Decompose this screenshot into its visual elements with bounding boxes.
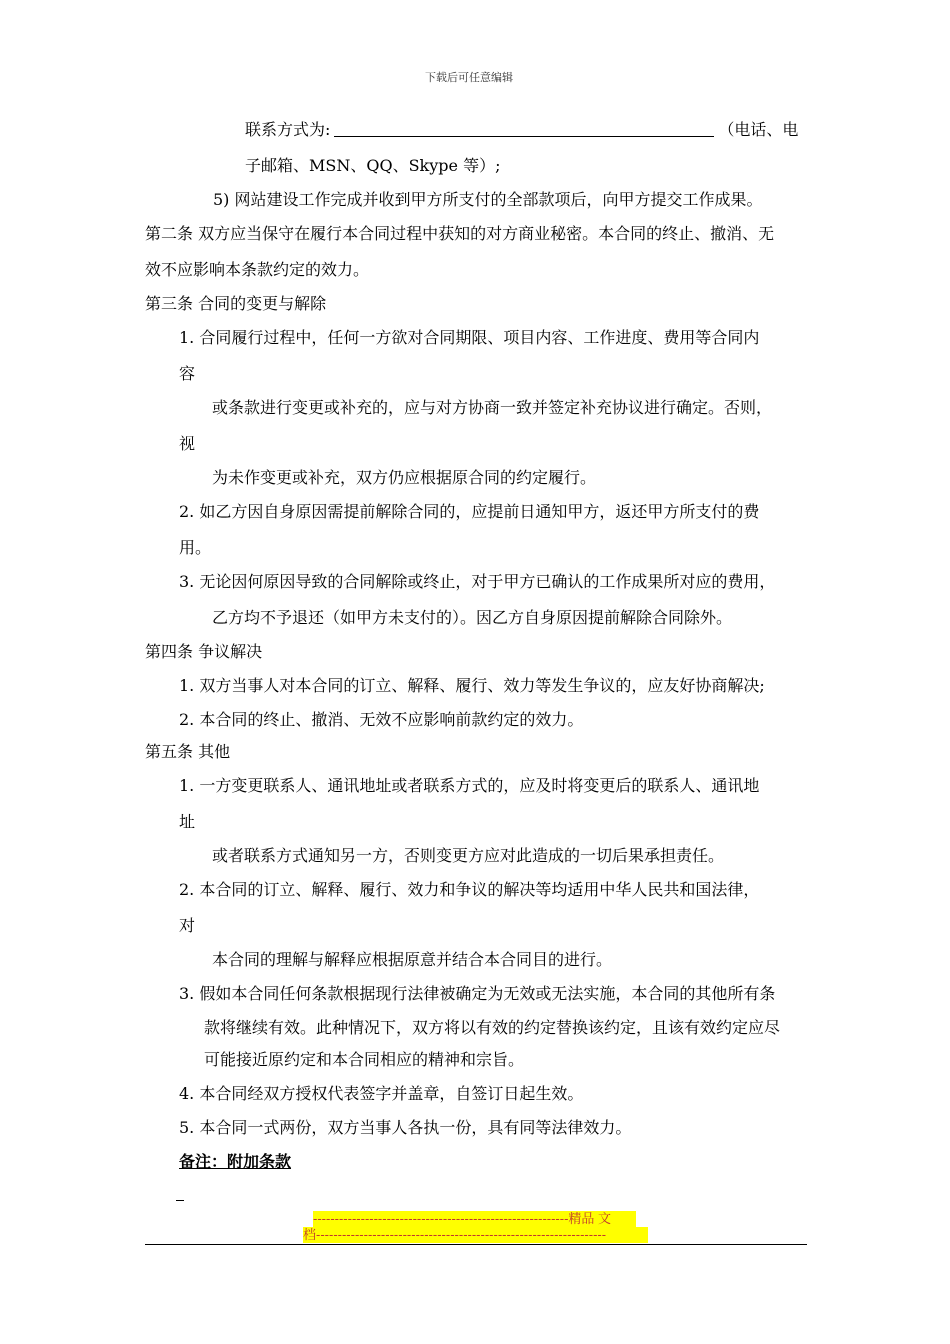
footer-rule xyxy=(145,1244,807,1245)
article-3-item-1e: 为未作变更或补充，双方仍应根据原合同的约定履行。 xyxy=(212,468,597,487)
footer-watermark-line-2: 档------------------------------------------------------------------- xyxy=(303,1227,648,1243)
article-4-item-1: 1. 双方当事人对本合同的订立、解释、履行、效力等发生争议的，应友好协商解决; xyxy=(179,676,765,695)
article-2-line-2: 效不应影响本条款约定的效力。 xyxy=(145,260,370,279)
item-5: 5) 网站建设工作完成并收到甲方所支付的全部款项后，向甲方提交工作成果。 xyxy=(213,190,763,209)
article-3-item-1b: 容 xyxy=(179,364,196,383)
article-3-item-1d: 视 xyxy=(179,434,196,453)
article-5-item-5: 5. 本合同一式两份，双方当事人各执一份，具有同等法律效力。 xyxy=(179,1118,632,1137)
article-5-item-2c: 本合同的理解与解释应根据原意并结合本合同目的进行。 xyxy=(212,950,613,969)
article-3-item-2b: 用。 xyxy=(179,538,212,557)
article-4-title: 第四条 争议解决 xyxy=(145,642,263,661)
article-3-item-3a: 3. 无论因何原因导致的合同解除或终止，对于甲方已确认的工作成果所对应的费用， xyxy=(179,572,776,591)
article-5-title: 第五条 其他 xyxy=(145,742,231,761)
article-4-item-2: 2. 本合同的终止、撤消、无效不应影响前款约定的效力。 xyxy=(179,710,584,729)
contact-label: 联系方式为: xyxy=(245,120,331,139)
contact-line-2: 子邮箱、MSN、QQ、Skype 等）; xyxy=(245,156,501,175)
article-3-item-1a: 1. 合同履行过程中，任何一方欲对合同期限、项目内容、工作进度、费用等合同内 xyxy=(179,328,760,347)
article-5-item-1b: 址 xyxy=(179,812,196,831)
note-heading: 备注：附加条款 xyxy=(179,1152,292,1171)
article-5-item-1c: 或者联系方式通知另一方，否则变更方应对此造成的一切后果承担责任。 xyxy=(212,846,725,865)
page-header: 下载后可任意编辑 xyxy=(425,71,513,84)
article-5-item-3a: 3. 假如本合同任何条款根据现行法律被确定为无效或无法实施，本合同的其他所有条 xyxy=(179,984,776,1003)
article-2-line-1: 第二条 双方应当保守在履行本合同过程中获知的对方商业秘密。本合同的终止、撤消、无 xyxy=(145,224,775,243)
article-5-item-2b: 对 xyxy=(179,916,196,935)
article-5-item-4: 4. 本合同经双方授权代表签字并盖章，自签订日起生效。 xyxy=(179,1084,584,1103)
stray-dash xyxy=(176,1200,184,1201)
article-3-title: 第三条 合同的变更与解除 xyxy=(145,294,327,313)
article-3-item-2a: 2. 如乙方因自身原因需提前解除合同的，应提前日通知甲方，返还甲方所支付的费 xyxy=(179,502,760,521)
article-5-item-3b: 款将继续有效。此种情况下，双方将以有效的约定替换该约定，且该有效约定应尽 xyxy=(204,1018,781,1037)
contact-blank xyxy=(334,122,714,137)
article-3-item-3b: 乙方均不予退还（如甲方未支付的）。因乙方自身原因提前解除合同除外。 xyxy=(212,608,733,627)
contact-line xyxy=(245,120,798,140)
article-5-item-2a: 2. 本合同的订立、解释、履行、效力和争议的解决等均适用中华人民共和国法律， xyxy=(179,880,760,899)
article-5-item-3c: 可能接近原约定和本合同相应的精神和宗旨。 xyxy=(204,1050,525,1069)
contact-suffix: （电话、电 xyxy=(718,120,799,139)
article-3-item-1c: 或条款进行变更或补充的，应与对方协商一致并签定补充协议进行确定。否则， xyxy=(212,398,773,417)
article-5-item-1a: 1. 一方变更联系人、通讯地址或者联系方式的，应及时将变更后的联系人、通讯地 xyxy=(179,776,760,795)
footer-watermark-line-1: -----------------------------------------------------------精品 文 xyxy=(313,1211,636,1227)
